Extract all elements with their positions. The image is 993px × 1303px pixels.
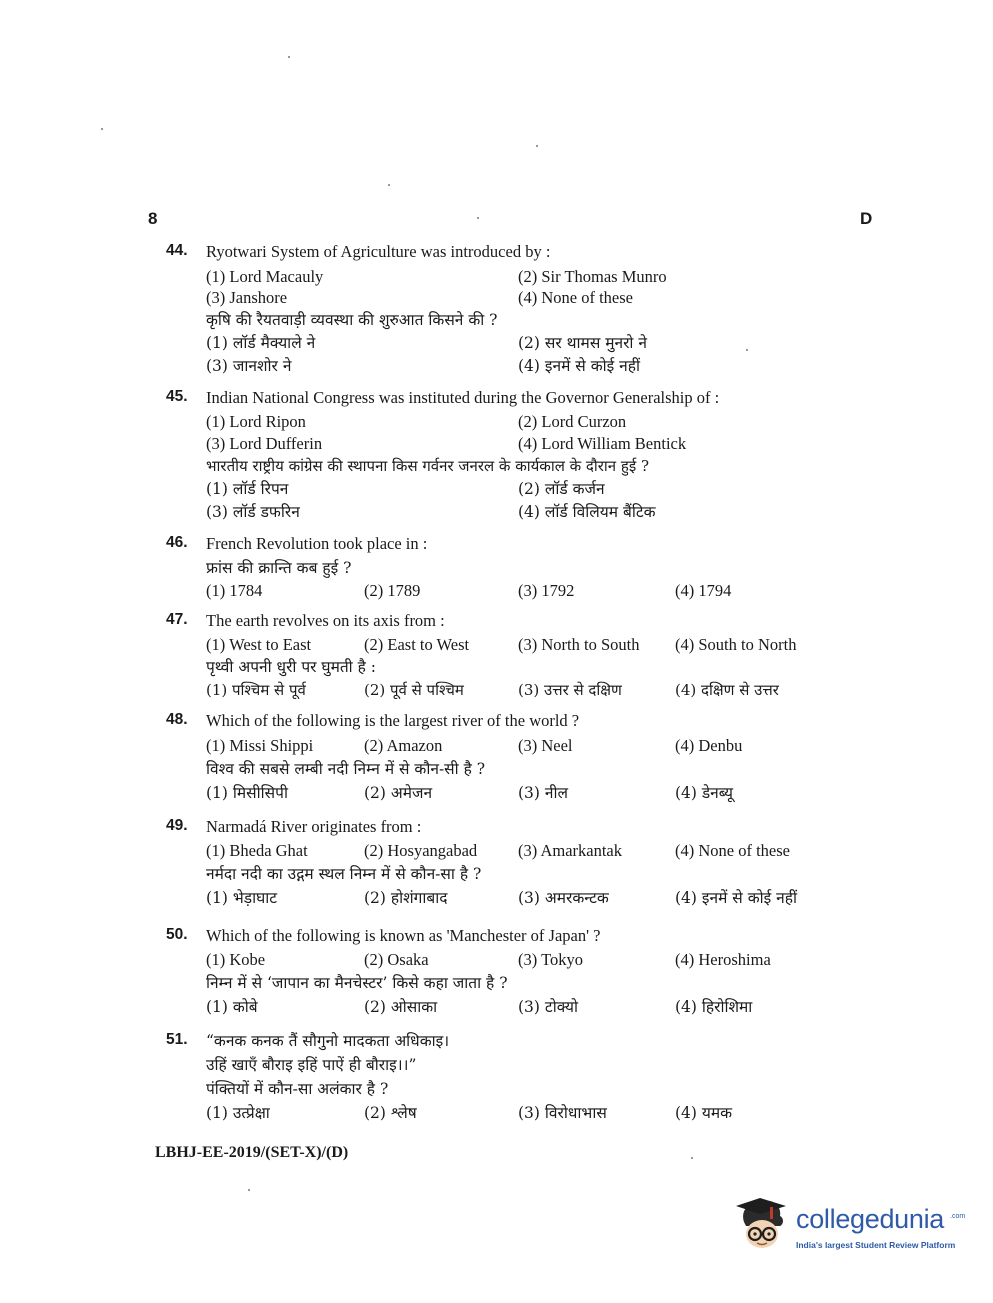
option-hi-1: (1) लॉर्ड रिपन bbox=[206, 480, 289, 498]
option-en-3: (3) Neel bbox=[518, 736, 573, 755]
option-hi-4: (4) हिरोशिमा bbox=[675, 998, 753, 1016]
question-number: 47. bbox=[166, 611, 188, 628]
question-text-en: Indian National Congress was instituted during the Governor Generalship of : bbox=[206, 388, 720, 407]
option-hi-2: (2) पूर्व से पश्चिम bbox=[364, 681, 464, 699]
question-number: 50. bbox=[166, 926, 188, 943]
option-hi-2: (2) लॉर्ड कर्जन bbox=[518, 480, 605, 498]
option-hi-4: (4) लॉर्ड विलियम बैंटिक bbox=[518, 503, 656, 521]
option-en-2: (2) Osaka bbox=[364, 950, 429, 969]
scan-speck bbox=[536, 145, 538, 147]
question-text-en: Narmadá River originates from : bbox=[206, 817, 422, 836]
page-number: 8 bbox=[148, 209, 158, 228]
question-text-en: The earth revolves on its axis from : bbox=[206, 611, 445, 630]
option-3: (3) 1792 bbox=[518, 581, 575, 600]
option-en-1: (1) West to East bbox=[206, 635, 312, 654]
option-en-4: (4) Heroshima bbox=[675, 950, 771, 969]
option-en-1: (1) Lord Ripon bbox=[206, 412, 306, 431]
option-hi-4: (4) यमक bbox=[675, 1104, 733, 1122]
option-hi-2: (2) होशंगाबाद bbox=[364, 889, 448, 907]
option-hi-3: (3) जानशोर ने bbox=[206, 357, 292, 375]
option-en-4: (4) Denbu bbox=[675, 736, 743, 755]
option-hi-1: (1) भेड़ाघाट bbox=[206, 889, 278, 907]
option-hi-3: (3) नील bbox=[518, 784, 569, 802]
option-en-2: (2) Amazon bbox=[364, 736, 443, 755]
option-hi-1: (1) पश्चिम से पूर्व bbox=[206, 681, 306, 699]
verse-line-1: “कनक कनक तैं सौगुनो मादकता अधिकाइ। bbox=[206, 1032, 450, 1050]
option-2: (2) 1789 bbox=[364, 581, 421, 600]
scan-speck bbox=[101, 128, 103, 130]
option-hi-3: (3) लॉर्ड डफरिन bbox=[206, 503, 300, 521]
scan-speck bbox=[746, 349, 748, 351]
question-text-hi: विश्व की सबसे लम्बी नदी निम्न में से कौन-सी है ? bbox=[206, 760, 486, 778]
option-en-2: (2) Hosyangabad bbox=[364, 841, 478, 860]
option-hi-4: (4) दक्षिण से उत्तर bbox=[675, 681, 779, 699]
question-text-hi: पंक्तियों में कौन-सा अलंकार है ? bbox=[206, 1080, 389, 1098]
student-mascot-icon bbox=[736, 1196, 794, 1256]
option-en-4: (4) None of these bbox=[675, 841, 791, 860]
option-en-3: (3) Amarkantak bbox=[518, 841, 623, 860]
question-number: 48. bbox=[166, 711, 188, 728]
set-label: D bbox=[860, 209, 873, 228]
question-text-en: French Revolution took place in : bbox=[206, 534, 428, 553]
question-text-en: Which of the following is the largest river of the world ? bbox=[206, 711, 580, 730]
option-hi-2: (2) अमेजन bbox=[364, 784, 433, 802]
option-en-3: (3) Janshore bbox=[206, 288, 288, 307]
option-4: (4) 1794 bbox=[675, 581, 732, 600]
question-text-hi: पृथ्वी अपनी धुरी पर घुमती है : bbox=[206, 658, 377, 676]
option-en-4: (4) South to North bbox=[675, 635, 797, 654]
option-en-2: (2) Sir Thomas Munro bbox=[518, 267, 667, 286]
option-hi-1: (1) उत्प्रेक्षा bbox=[206, 1104, 270, 1122]
option-hi-3: (3) विरोधाभास bbox=[518, 1104, 607, 1122]
question-text-en: Which of the following is known as 'Manchester of Japan' ? bbox=[206, 926, 601, 945]
option-hi-2: (2) श्लेष bbox=[364, 1104, 417, 1122]
paper-code: LBHJ-EE-2019/(SET-X)/(D) bbox=[155, 1144, 349, 1161]
option-en-1: (1) Missi Shippi bbox=[206, 736, 314, 755]
logo-wordmark: collegedunia bbox=[796, 1204, 945, 1234]
option-hi-3: (3) टोक्यो bbox=[518, 998, 579, 1016]
option-1: (1) 1784 bbox=[206, 581, 263, 600]
option-en-2: (2) East to West bbox=[364, 635, 470, 654]
option-hi-1: (1) कोबे bbox=[206, 998, 258, 1016]
option-hi-2: (2) ओसाका bbox=[364, 998, 438, 1016]
option-en-3: (3) Lord Dufferin bbox=[206, 434, 323, 453]
option-hi-4: (4) इनमें से कोई नहीं bbox=[518, 357, 641, 375]
question-text-hi: कृषि की रैयतवाड़ी व्यवस्था की शुरुआत किसने की ? bbox=[206, 311, 498, 329]
scan-speck bbox=[248, 1189, 250, 1191]
option-hi-2: (2) सर थामस मुनरो ने bbox=[518, 334, 647, 352]
option-en-1: (1) Kobe bbox=[206, 950, 266, 969]
question-text-en: Ryotwari System of Agriculture was introduced by : bbox=[206, 242, 551, 261]
question-text-hi: नर्मदा नदी का उद्गम स्थल निम्न में से कौन-सा है ? bbox=[206, 865, 482, 883]
logo-domain: .com bbox=[950, 1213, 966, 1220]
option-en-4: (4) Lord William Bentick bbox=[518, 434, 687, 453]
option-en-3: (3) North to South bbox=[518, 635, 640, 654]
option-hi-4: (4) इनमें से कोई नहीं bbox=[675, 889, 798, 907]
option-hi-1: (1) मिसीसिपी bbox=[206, 784, 288, 802]
option-en-3: (3) Tokyo bbox=[518, 950, 583, 969]
question-text-hi: फ्रांस की क्रान्ति कब हुई ? bbox=[206, 559, 352, 577]
question-text-hi: भारतीय राष्ट्रीय कांग्रेस की स्थापना किस गर्वनर जनरल के कार्यकाल के दौरान हुई ? bbox=[206, 457, 650, 475]
question-number: 46. bbox=[166, 534, 188, 551]
verse-line-2: उहिं खाएँ बौराइ इहिं पाऐं ही बौराइ।।” bbox=[206, 1056, 417, 1074]
option-hi-1: (1) लॉर्ड मैक्याले ने bbox=[206, 334, 316, 352]
scan-speck bbox=[388, 184, 390, 186]
option-en-1: (1) Bheda Ghat bbox=[206, 841, 308, 860]
option-en-2: (2) Lord Curzon bbox=[518, 412, 627, 431]
option-hi-3: (3) अमरकन्टक bbox=[518, 889, 609, 907]
option-hi-3: (3) उत्तर से दक्षिण bbox=[518, 681, 622, 699]
question-number: 49. bbox=[166, 817, 188, 834]
option-en-1: (1) Lord Macauly bbox=[206, 267, 324, 286]
option-hi-4: (4) डेनब्यू bbox=[675, 784, 733, 802]
scan-speck bbox=[288, 56, 290, 58]
question-number: 51. bbox=[166, 1031, 188, 1048]
scan-speck bbox=[477, 217, 479, 219]
question-text-hi: निम्न में से ‘जापान का मैनचेस्टर’ किसे कहा जाता है ? bbox=[206, 974, 508, 992]
option-en-4: (4) None of these bbox=[518, 288, 634, 307]
logo-tagline: India's largest Student Review Platform bbox=[796, 1240, 956, 1250]
scan-speck bbox=[691, 1157, 693, 1159]
question-number: 45. bbox=[166, 388, 188, 405]
collegedunia-logo bbox=[736, 1196, 966, 1260]
question-number: 44. bbox=[166, 242, 188, 259]
